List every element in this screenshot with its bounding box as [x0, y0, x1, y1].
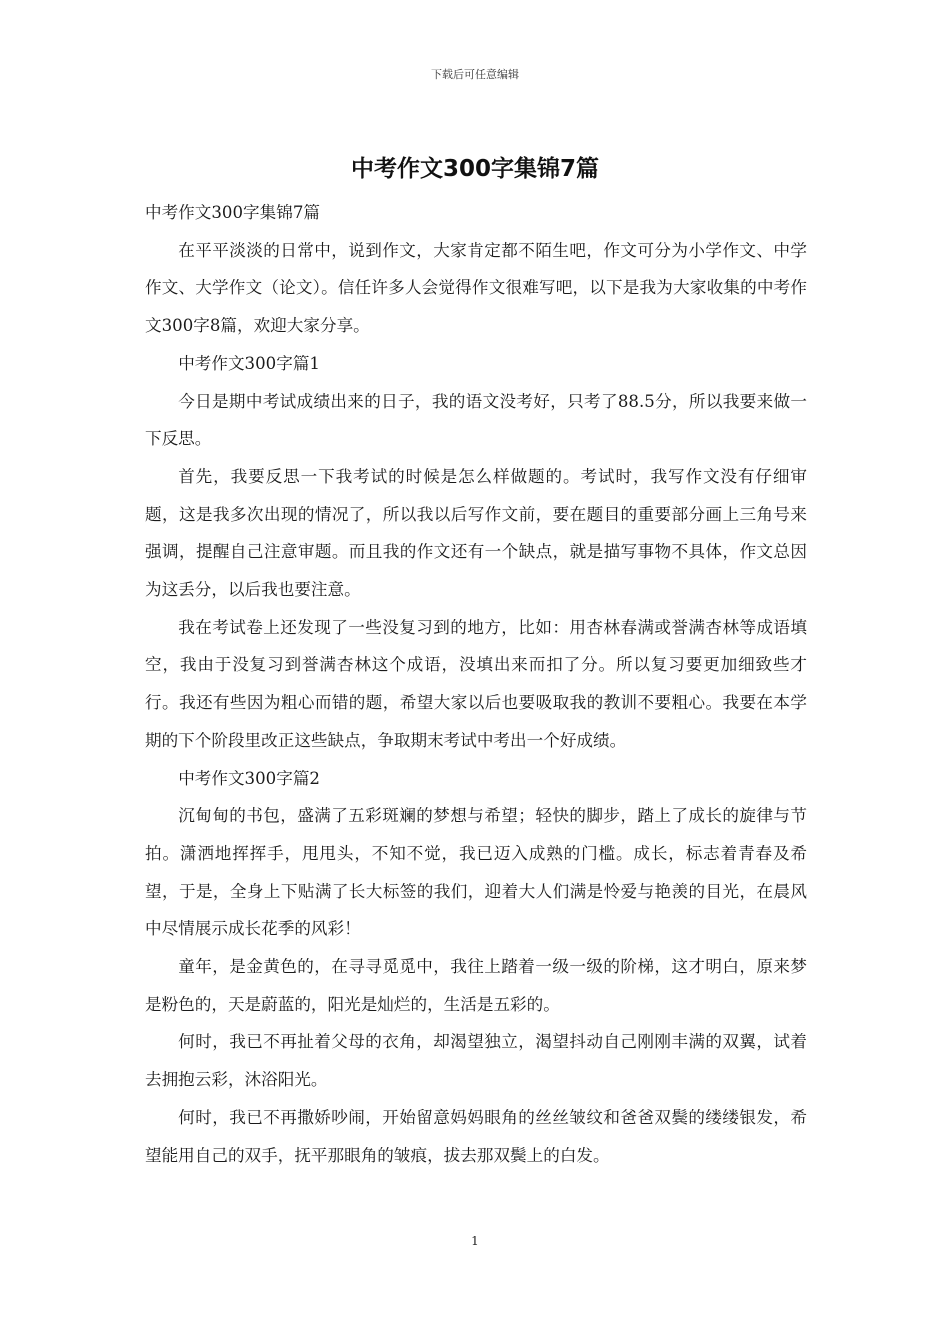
subtitle-paragraph: 中考作文300字集锦7篇: [145, 203, 320, 222]
section-heading-1: 中考作文300字篇1: [178, 353, 320, 373]
document-body: [145, 194, 807, 1174]
paragraph: 何时，我已不再撒娇吵闹，开始留意妈妈眼角的丝丝皱纹和爸爸双鬓的缕缕银发，希望能用自己的双手，抚平那眼角的皱痕，拔去那双鬓上的白发。: [145, 1107, 807, 1165]
document-title: 中考作文300字集锦7篇: [350, 156, 599, 182]
intro-paragraph: 在平平淡淡的日常中，说到作文，大家肯定都不陌生吧，作文可分为小学作文、中学作文、大学作文（论文）。信任许多人会觉得作文很难写吧，以下是我为大家收集的中考作文300字8篇，欢迎大家分享。: [145, 240, 807, 336]
paragraph: 童年，是金黄色的，在寻寻觅觅中，我往上踏着一级一级的阶梯，这才明白，原来梦是粉色的，天是蔚蓝的，阳光是灿烂的，生活是五彩的。: [145, 957, 807, 1014]
paragraph: 我在考试卷上还发现了一些没复习到的地方，比如：用杏林春满或誉满杏林等成语填空，我由于没复习到誉满杏林这个成语，没填出来而扣了分。所以复习要更加细致些才行。我还有些因为粗心而错的题，希望大家以后也要吸取我的教训不要粗心。我要在本学期的下个阶段里改正这些缺点，争取期末考试中考出一个好成绩。: [145, 617, 807, 750]
paragraph: 今日是期中考试成绩出来的日子，我的语文没考好，只考了88.5分，所以我要来做一下反思。: [145, 391, 807, 449]
paragraph: 首先，我要反思一下我考试的时候是怎么样做题的。考试时，我写作文没有仔细审题，这是我多次出现的情况了，所以我以后写作文前，要在题目的重要部分画上三角号来强调，提醒自己注意审题。而且我的作文还有一个缺点，就是描写事物不具体，作文总因为这丢分，以后我也要注意。: [145, 466, 807, 600]
page-header: 下载后可任意编辑: [431, 68, 519, 81]
paragraph: 沉甸甸的书包，盛满了五彩斑斓的梦想与希望；轻快的脚步，踏上了成长的旋律与节拍。潇洒地挥挥手，甩甩头，不知不觉，我已迈入成熟的门槛。成长，标志着青春及希望，于是，全身上下贴满了长大标签的我们，迎着大人们满是怜爱与艳羡的目光，在晨风中尽情展示成长花季的风彩！: [145, 806, 807, 939]
paragraph: 何时，我已不再扯着父母的衣角，却渴望独立，渴望抖动自己刚刚丰满的双翼，试着去拥抱云彩，沐浴阳光。: [145, 1032, 807, 1090]
page-number: 1: [471, 1234, 479, 1248]
section-heading-2: 中考作文300字篇2: [178, 768, 320, 788]
